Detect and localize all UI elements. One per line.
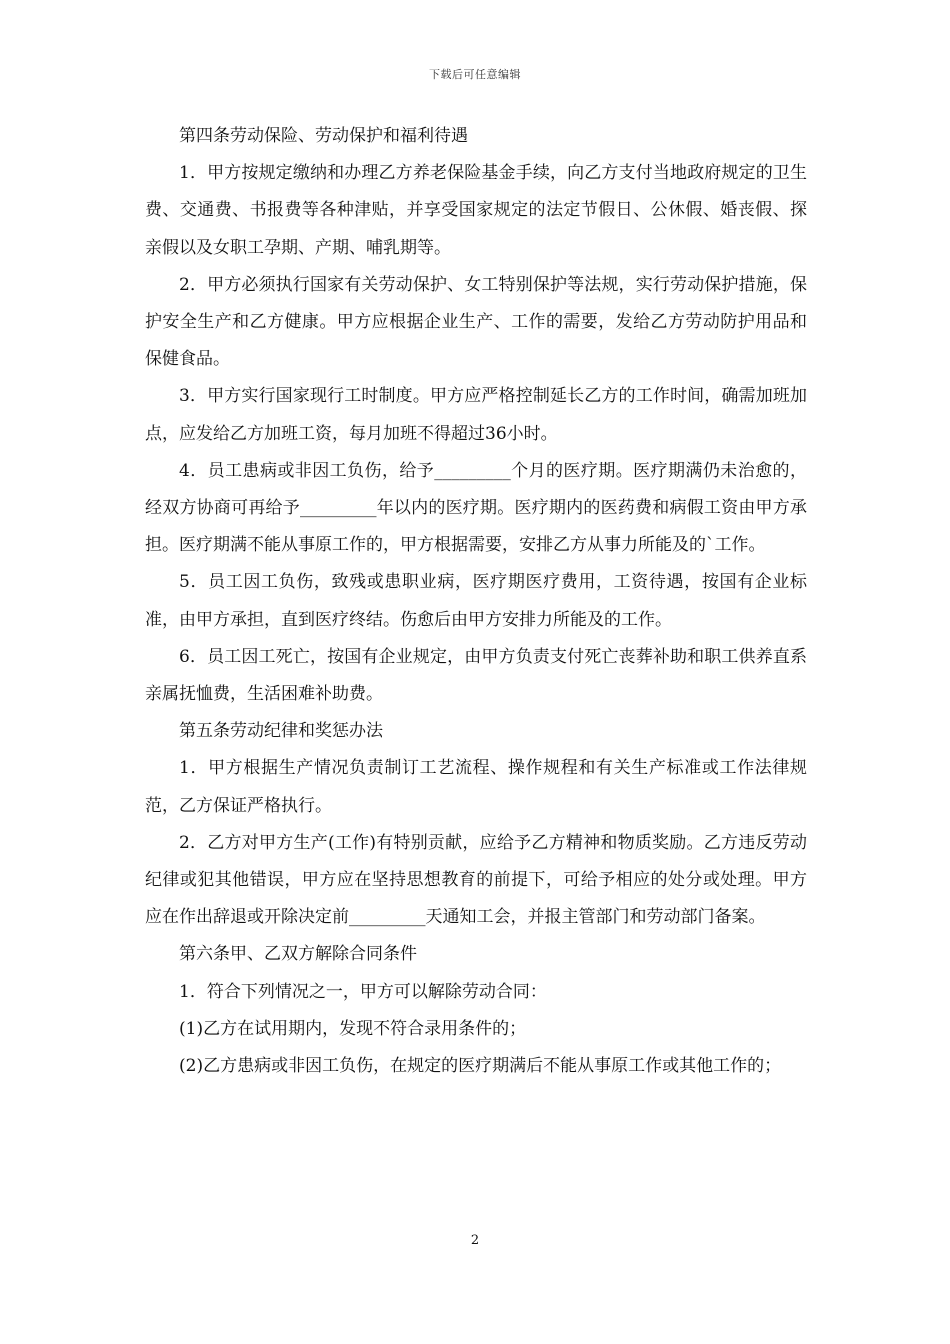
list-item: (2)乙方患病或非因工负伤，在规定的医疗期满后不能从事原工作或其他工作的； [179, 1056, 782, 1077]
section-heading: 第六条甲、乙双方解除合同条件 [179, 944, 417, 965]
paragraph: 3．甲方实行国家现行工时制度。甲方应严格控制延长乙方的工作时间，确需加班加点，应发给乙方加班工资，每月加班不得超过36小时。 [145, 386, 807, 444]
paragraph: 1．甲方按规定缴纳和办理乙方养老保险基金手续，向乙方支付当地政府规定的卫生费、交通费、书报费等各种津贴，并享受国家规定的法定节假日、公休假、婚丧假、探亲假以及女职工孕期、产期、哺乳期等。 [145, 163, 807, 258]
paragraph: 2．甲方必须执行国家有关劳动保护、女工特别保护等法规，实行劳动保护措施，保护安全生产和乙方健康。甲方应根据企业生产、工作的需要，发给乙方劳动防护用品和保健食品。 [145, 274, 807, 370]
paragraph: 2．乙方对甲方生产(工作)有特别贡献，应给予乙方精神和物质奖励。乙方违反劳动纪律或犯其他错误，甲方应在坚持思想教育的前提下，可给予相应的处分或处理。甲方应在作出辞退或开除决定前_________天通知工会，并报主管部门和劳动部门备案。 [145, 832, 807, 928]
page-header: 下载后可任意编辑 [429, 68, 521, 81]
section-heading: 第五条劳动纪律和奖惩办法 [179, 721, 383, 742]
paragraph: 1．符合下列情况之一，甲方可以解除劳动合同： [179, 981, 547, 1002]
paragraph: 4．员工患病或非因工负伤，给予_________个月的医疗期。医疗期满仍未治愈的，经双方协商可再给予_________年以内的医疗期。医疗期内的医药费和病假工资由甲方承担。医疗期满不能从事原工作的，甲方根据需要，安排乙方从事力所能及的`工作。 [145, 460, 807, 556]
section-heading: 第四条劳动保险、劳动保护和福利待遇 [179, 126, 468, 146]
list-item: (1)乙方在试用期内，发现不符合录用条件的； [179, 1018, 527, 1039]
paragraph: 5．员工因工负伤，致残或患职业病，医疗期医疗费用，工资待遇，按国有企业标准，由甲方承担，直到医疗终结。伤愈后由甲方安排力所能及的工作。 [145, 572, 807, 630]
paragraph: 1．甲方根据生产情况负责制订工艺流程、操作规程和有关生产标准或工作法律规范，乙方保证严格执行。 [145, 758, 807, 816]
paragraph: 6．员工因工死亡，按国有企业规定，由甲方负责支付死亡丧葬补助和职工供养直系亲属抚恤费，生活困难补助费。 [145, 646, 807, 705]
page-number: 2 [470, 1233, 480, 1248]
document-body [145, 118, 807, 1085]
